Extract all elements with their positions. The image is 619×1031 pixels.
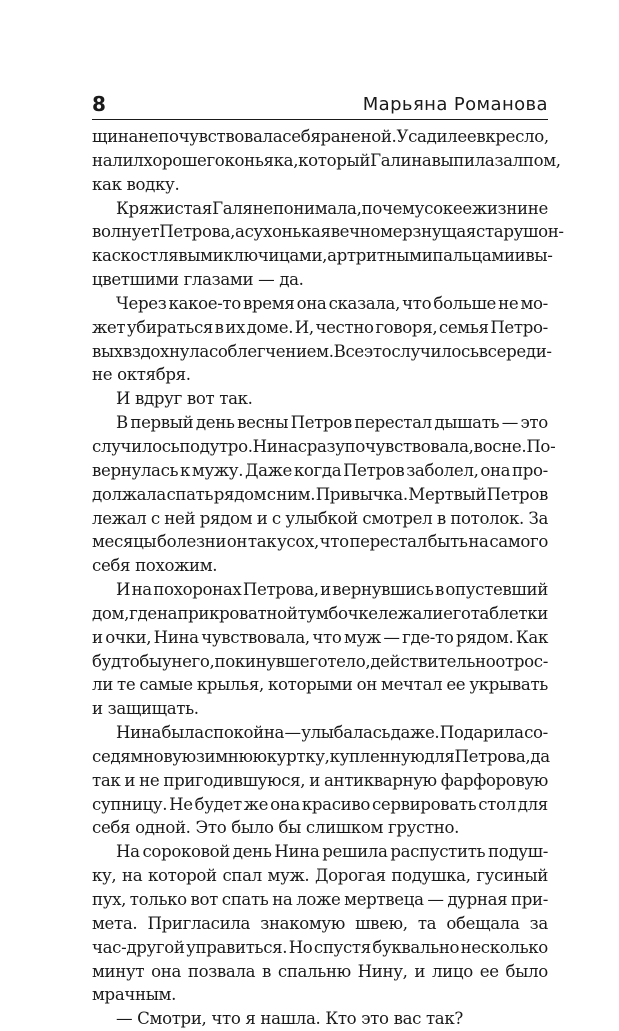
word: ее <box>479 961 499 981</box>
word: Нина <box>153 627 199 647</box>
word: не <box>498 293 519 313</box>
text-line <box>92 602 548 626</box>
word: их <box>225 317 246 337</box>
text-line <box>92 507 548 531</box>
word: честно <box>315 317 374 337</box>
text-line <box>92 411 548 435</box>
word: выпила <box>431 150 495 170</box>
word: день <box>195 413 235 433</box>
word: новую <box>142 746 196 766</box>
word: вздохнула <box>122 341 209 361</box>
word: на <box>122 866 143 886</box>
word: с <box>266 484 276 504</box>
word: с <box>111 246 121 266</box>
word: Галина <box>370 150 432 170</box>
word: залпом, <box>494 150 561 170</box>
text-line: как водку. <box>92 174 180 194</box>
word: знакомую <box>260 913 345 933</box>
header-rule <box>92 119 548 120</box>
text-line <box>92 650 548 674</box>
word: Все <box>333 341 364 361</box>
word: она <box>480 460 511 480</box>
word: Петров <box>486 484 548 504</box>
word: муж <box>343 627 381 647</box>
word: Даже <box>244 460 293 480</box>
word: которыми <box>267 675 353 695</box>
word: чувствовала, <box>201 627 310 647</box>
word: для <box>517 794 548 814</box>
word: дышать <box>434 413 500 433</box>
word: Петров <box>343 460 405 480</box>
word: рядом <box>199 508 253 528</box>
word: Дорогая <box>315 866 386 886</box>
text-line <box>92 578 548 602</box>
word: так <box>247 532 277 552</box>
word: и <box>124 770 136 790</box>
word: очки, <box>105 627 152 647</box>
word: Нина <box>116 723 162 743</box>
word: в <box>476 127 486 146</box>
text-line <box>92 220 564 244</box>
word: тумбочке <box>297 603 378 623</box>
word: даже. <box>390 723 440 743</box>
word: так <box>92 770 121 790</box>
text-line: себя похожим. <box>92 556 218 576</box>
word: ней <box>164 508 196 528</box>
word: лежали <box>377 603 443 623</box>
word: похоронах <box>153 580 242 600</box>
word: Привычка. <box>315 484 408 504</box>
word: волнует <box>92 222 160 242</box>
word: бы <box>139 651 162 671</box>
running-header <box>92 92 548 118</box>
word: налил <box>92 150 144 170</box>
word: рядом <box>213 484 267 504</box>
word: сок <box>424 198 453 218</box>
word: она <box>296 293 327 313</box>
word: к <box>180 460 191 480</box>
text-line <box>92 626 548 650</box>
word: костлявыми <box>120 246 224 266</box>
word: спустя <box>313 937 371 957</box>
word: пух, <box>92 890 127 909</box>
word: хорошего <box>143 150 225 170</box>
word: говоря, <box>375 317 438 337</box>
text-line <box>92 197 548 221</box>
word: лежал <box>92 508 147 528</box>
word: седям <box>92 746 143 766</box>
word: спать <box>221 890 269 909</box>
word: на <box>156 603 178 623</box>
text-line: и защищать. <box>92 699 199 719</box>
word: его <box>443 603 471 623</box>
word: куртку, <box>266 746 330 766</box>
text-line <box>92 483 548 507</box>
word: быть <box>427 532 468 552</box>
word: решила <box>322 842 388 862</box>
word: себя <box>282 127 321 146</box>
word: для <box>424 746 455 766</box>
word: почувствовала, <box>344 436 474 456</box>
word: кресло, <box>485 127 549 146</box>
text-line <box>92 936 548 960</box>
word: да <box>530 746 550 766</box>
word: Через <box>116 293 167 313</box>
word: вот <box>190 890 219 909</box>
word: — <box>427 890 444 909</box>
word: что <box>312 627 342 647</box>
word: вы- <box>525 246 553 266</box>
word: ним. <box>276 484 316 504</box>
word: мужу. <box>191 460 244 480</box>
word: мо- <box>520 293 548 313</box>
word: и <box>414 961 426 981</box>
word: сказала, <box>328 293 401 313</box>
word: несколько <box>460 937 548 957</box>
word: где-то <box>402 627 454 647</box>
text-line <box>92 459 548 483</box>
word: она <box>270 794 300 814</box>
word: со- <box>524 723 548 743</box>
word: потолок. <box>450 508 524 528</box>
word: буквально <box>372 937 460 957</box>
word: спальню <box>277 961 351 981</box>
text-line <box>92 530 548 554</box>
word: сне. <box>492 436 527 456</box>
word: облегчением. <box>217 341 334 361</box>
word: смотрел <box>362 508 433 528</box>
word: жет <box>92 317 126 337</box>
word: прикроватной <box>177 603 298 623</box>
word: ее <box>446 675 466 695</box>
word: будто <box>92 651 140 671</box>
word: болезни <box>157 532 227 552</box>
text-line <box>92 292 548 316</box>
word: во <box>473 436 493 456</box>
word: сервировать <box>371 794 477 814</box>
word: усох, <box>276 532 319 552</box>
word: опустевший <box>445 580 548 600</box>
word: Петрова, <box>454 746 531 766</box>
word: была <box>161 723 204 743</box>
running-head-author: Марьяна Романова <box>362 94 548 115</box>
word: пригодившуюся, <box>163 770 306 790</box>
word: укрывать <box>469 675 548 695</box>
word: сразу <box>297 436 345 456</box>
word: тело, <box>327 651 371 671</box>
word: артритными <box>327 246 433 266</box>
word: спокойна <box>204 723 285 743</box>
text-line <box>92 125 548 149</box>
word: же <box>243 794 269 814</box>
word: раненой. <box>320 127 397 146</box>
text-line: И вдруг вот так. <box>116 389 253 409</box>
word: это <box>363 341 392 361</box>
word: красиво <box>301 794 371 814</box>
word: обещала <box>446 913 520 933</box>
word: какое-то <box>168 293 241 313</box>
word: ку, <box>92 866 117 886</box>
text-line <box>92 316 548 340</box>
word: Петро- <box>490 317 548 337</box>
word: мертвеца <box>344 890 424 909</box>
word: это <box>520 413 548 433</box>
word: который <box>298 150 371 170</box>
text-line <box>92 793 548 817</box>
word: жизни <box>471 198 528 218</box>
word: при- <box>511 890 548 909</box>
word: улыбалась <box>301 723 391 743</box>
word: антикварную <box>323 770 437 790</box>
word: Петров <box>290 413 352 433</box>
word: ложе <box>296 890 341 909</box>
word: гусиный <box>476 866 548 886</box>
word: час-другой <box>92 937 185 957</box>
word: супницу. <box>92 794 168 814</box>
word: мечтал <box>381 675 443 695</box>
word: Подарила <box>439 723 524 743</box>
word: с <box>150 508 160 528</box>
word: перестал <box>349 532 427 552</box>
word: ли <box>92 675 113 695</box>
word: больше <box>433 293 497 313</box>
word: вых <box>92 341 123 361</box>
word: швею, <box>355 913 408 933</box>
word: самые <box>139 675 193 695</box>
text-line <box>92 149 561 173</box>
word: та <box>417 913 437 933</box>
text-line <box>92 960 548 984</box>
word: будет <box>194 794 242 814</box>
word: случилось <box>92 436 180 456</box>
word: вечно <box>330 222 381 242</box>
word: спал <box>222 866 262 886</box>
word: должала <box>92 484 166 504</box>
word: на <box>272 890 293 909</box>
word: и <box>256 508 268 528</box>
word: вернувшись <box>332 580 434 600</box>
body-text <box>92 125 564 1031</box>
word: что <box>402 293 432 313</box>
text-line <box>92 673 548 697</box>
word: пальцами <box>432 246 515 266</box>
word: И <box>116 580 131 600</box>
text-line <box>92 340 552 364</box>
word: не <box>527 198 548 218</box>
word: сухонькая <box>244 222 331 242</box>
word: и <box>309 770 320 790</box>
word: понимала, <box>272 198 362 218</box>
word: ее <box>457 127 477 146</box>
word: которой <box>148 866 217 886</box>
word: в <box>436 508 446 528</box>
word: Усадил <box>396 127 458 146</box>
word: Нина <box>252 436 298 456</box>
word: управиться. <box>186 937 288 957</box>
word: не <box>252 198 273 218</box>
word: заболел, <box>406 460 479 480</box>
word: мерзнущая <box>380 222 476 242</box>
word: не <box>139 770 160 790</box>
word: Но <box>288 937 313 957</box>
word: фарфоровую <box>440 770 548 790</box>
word: с <box>208 341 218 361</box>
word: и <box>320 580 331 600</box>
word: на <box>468 532 489 552</box>
word: в <box>262 961 272 981</box>
word: те <box>116 675 136 695</box>
word: месяцы <box>92 532 157 552</box>
word: Нина <box>274 842 320 862</box>
text-line <box>92 745 548 769</box>
word: почему <box>361 198 425 218</box>
word: за <box>529 913 548 933</box>
word: распустить <box>390 842 486 862</box>
text-line <box>92 840 548 864</box>
text-line <box>92 435 556 459</box>
word: рядом. <box>456 627 514 647</box>
text-line <box>92 864 548 888</box>
page-number: 8 <box>92 92 106 116</box>
word: в <box>214 317 224 337</box>
word: стол <box>478 794 516 814</box>
word: покинувшего <box>214 651 328 671</box>
word: ключицами, <box>223 246 328 266</box>
word: только <box>129 890 187 909</box>
text-line: — Смотри, что я нашла. Кто это вас так? <box>116 1009 463 1029</box>
word: в <box>478 341 488 361</box>
word: семья <box>438 317 489 337</box>
word: таблетки <box>470 603 548 623</box>
word: Как <box>515 627 548 647</box>
word: Нину, <box>357 961 408 981</box>
word: позвала <box>187 961 256 981</box>
word: дурная <box>447 890 508 909</box>
word: убираться <box>126 317 214 337</box>
word: и <box>514 246 526 266</box>
word: на <box>131 580 152 600</box>
word: он <box>356 675 377 695</box>
text-line <box>92 888 548 912</box>
text-line: не октября. <box>92 365 191 385</box>
word: минут <box>92 961 145 981</box>
word: вернулась <box>92 460 179 480</box>
word: сороковой <box>142 842 230 862</box>
word: улыбкой <box>285 508 358 528</box>
word: отрос- <box>495 651 548 671</box>
word: дом, <box>92 603 129 623</box>
word: В <box>116 413 128 433</box>
word: в <box>434 580 444 600</box>
word: время <box>243 293 295 313</box>
word: муж. <box>267 866 310 886</box>
word: — <box>383 627 400 647</box>
word: — <box>501 413 518 433</box>
word: он <box>226 532 248 552</box>
word: самого <box>489 532 548 552</box>
word: зимнюю <box>195 746 267 766</box>
word: под <box>179 436 210 456</box>
word: подушка, <box>391 866 471 886</box>
word: По- <box>526 436 556 456</box>
text-line <box>92 721 548 745</box>
word: утро. <box>209 436 253 456</box>
word: Кряжистая <box>116 198 212 218</box>
word: Мертвый <box>408 484 487 504</box>
word: Галя <box>212 198 253 218</box>
word: За <box>528 508 548 528</box>
text-line: себя одной. Это было бы слишком грустно. <box>92 818 460 838</box>
word: было <box>505 961 548 981</box>
word: когда <box>293 460 342 480</box>
word: ка <box>92 246 112 266</box>
word: почувствовала <box>158 127 283 146</box>
word: старушон- <box>476 222 564 242</box>
word: про- <box>512 460 548 480</box>
word: случилось <box>391 341 479 361</box>
word: — <box>284 723 301 743</box>
word: с <box>271 508 281 528</box>
word: доме. <box>246 317 294 337</box>
word: спать <box>166 484 214 504</box>
word: не <box>138 127 159 146</box>
word: Не <box>169 794 193 814</box>
word: На <box>116 842 140 862</box>
word: день <box>232 842 272 862</box>
word: она <box>151 961 181 981</box>
word: где <box>129 603 157 623</box>
word: перестал <box>354 413 432 433</box>
word: щина <box>92 127 139 146</box>
word: середи- <box>487 341 552 361</box>
word: коньяка, <box>224 150 299 170</box>
word: ее <box>452 198 472 218</box>
word: Пригласила <box>147 913 251 933</box>
text-line: мрачным. <box>92 985 177 1005</box>
text-line <box>92 912 548 936</box>
text-line <box>92 244 553 268</box>
word: и <box>92 627 103 647</box>
word: Петрова, <box>159 222 236 242</box>
word: И, <box>294 317 314 337</box>
word: него, <box>171 651 215 671</box>
word: у <box>161 651 172 671</box>
word: лицо <box>431 961 473 981</box>
word: первый <box>130 413 194 433</box>
text-line <box>92 769 548 793</box>
word: подуш- <box>488 842 548 862</box>
text-line: цветшими глазами — да. <box>92 270 304 290</box>
word: Петрова, <box>242 580 319 600</box>
word: крылья, <box>196 675 264 695</box>
word: а <box>235 222 245 242</box>
word: что <box>319 532 349 552</box>
word: действительно <box>370 651 496 671</box>
word: весны <box>237 413 289 433</box>
word: мета. <box>92 913 138 933</box>
word: купленную <box>329 746 425 766</box>
